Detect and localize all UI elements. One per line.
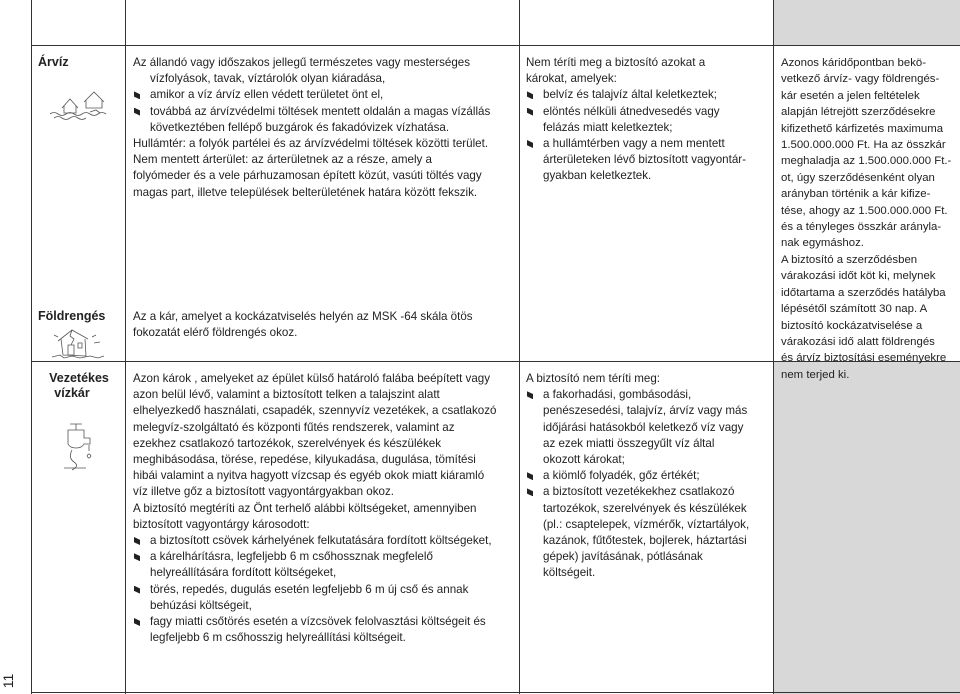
- text-line: kár esetén a jelen feltételek: [781, 89, 920, 102]
- text-line: ot, úgy szerződésenként olyan: [781, 171, 935, 184]
- text-line: elhelyezkedő használati, csapadék, szennyvíz vezetékek, a csatlakozó: [133, 404, 497, 418]
- text-line: hibái valamint a nyitva hagyott vízcsap és egyéb okok miatt kiáramló: [133, 469, 485, 483]
- text-line: (pl.: csaptelepek, vízmérők, víztartályok,: [543, 517, 750, 531]
- text-line: víz illetve gőz a biztosított vagyontárgyakban okoz.: [133, 485, 395, 499]
- text-line: következtében fellépő buzgárok és fakadóvizek vízhatása.: [150, 120, 450, 134]
- peril-title-flood: Árvíz: [38, 55, 69, 69]
- text-line: melegvíz-szolgáltató és központi fűtés rendszerek, valamint az: [133, 420, 455, 434]
- list-item: a fakorhadási, gombásodási,: [526, 387, 749, 403]
- text-line: várakozási időt köt ki, melynek: [781, 270, 936, 283]
- earthquake-house-icon: [50, 325, 106, 359]
- page-number: 11: [0, 673, 16, 689]
- text-line: károkat, amelyek:: [526, 72, 617, 86]
- text-line: folyómeder és a vele párhuzamosan épített közút, vasúti töltés vagy: [133, 169, 482, 183]
- grid-line-col4: [773, 0, 774, 694]
- list-item: a hullámtérben vagy a nem mentett: [526, 136, 746, 152]
- text-line: azon belül lévő, valamint a biztosított telken a talajszint alatt: [133, 388, 440, 402]
- grid-line-left: [31, 0, 32, 694]
- text-line: Az a kár, amelyet a kockázatviselés helyén az MSK -64 skála ötös: [133, 310, 473, 323]
- text-line: Nem mentett árterület: az árterületnek az a része, amely a: [133, 153, 432, 167]
- text-line: 1.500.000.000 Ft. Ha az összkár: [781, 139, 946, 152]
- text-line: tartozékok, szerelvények és készülékek: [543, 501, 747, 515]
- text-line: nem terjed ki.: [781, 368, 850, 381]
- list-item: a biztosított csövek kárhelyének felkutatására fordított költségeket,: [133, 533, 496, 549]
- text-line: penészesedési, talajvíz, árvíz vagy más: [543, 404, 748, 418]
- shaded-column-bottom: [774, 362, 960, 694]
- list-item: törés, repedés, dugulás esetén legfeljebb 6 m új cső és annak: [133, 582, 496, 598]
- text-line: az ezek miatti összegyűlt víz által: [543, 436, 715, 450]
- grid-line-bottom: [31, 692, 960, 693]
- text-line: kifizethető kárfizetés maximuma: [781, 122, 944, 135]
- text-line: A biztosító megtéríti az Önt terhelő alábbi költségeket, amennyiben: [133, 501, 477, 515]
- text-line: várakozási idő alatt földrengés: [781, 335, 935, 348]
- text-line: vetkező árvíz- vagy földrengés-: [781, 73, 940, 86]
- text-line: biztosító kockázatviselése a: [781, 319, 923, 332]
- water-pipe-exclusions-text: [526, 371, 749, 582]
- text-line: Hullámtér: a folyók partélei és az árvízvédelmi töltések közötti terület.: [133, 137, 489, 151]
- text-line: magas part, illetve települések belterületének határa között fekszik.: [133, 185, 478, 199]
- text-line: gyakban keletkeztek.: [543, 169, 652, 183]
- earthquake-coverage-text: [133, 309, 473, 341]
- list-item: a kiömlő folyadék, gőz értékét;: [526, 468, 749, 484]
- text-line: meghibásodása, törése, repedése, kilyukadása, dugulása, tömítési: [133, 453, 476, 467]
- text-line: ezekhez csatlakozó tartozékok, szerelvények és készülékek: [133, 436, 442, 450]
- text-line: alapján létrejött szerződésekre: [781, 106, 936, 119]
- text-line: biztosított vagyontárgy károsodott:: [133, 517, 310, 531]
- grid-line-col2: [125, 0, 126, 694]
- flood-coverage-text: [133, 55, 490, 201]
- text-line: lépésétől számított 30 nap. A: [781, 303, 928, 316]
- text-line: helyreállítására fordított költségeket,: [150, 566, 337, 580]
- peril-title-line: Vezetékes: [49, 371, 109, 385]
- grid-line-header: [31, 45, 960, 46]
- list-item: a kárelhárításra, legfeljebb 6 m csőhossznak megfelelő: [133, 549, 496, 565]
- text-line: tése, ahogy az 1.500.000.000 Ft.: [781, 204, 948, 217]
- list-item: továbbá az árvízvédelmi töltések mentett oldalán a magas vízállás: [133, 104, 490, 120]
- text-line: időjárási hatásokból keletkező víz vagy: [543, 420, 744, 434]
- text-line: Azon károk , amelyeket az épület külső határoló falába beépített vagy: [133, 372, 491, 385]
- text-line: behúzási költségeit,: [150, 598, 252, 612]
- shaded-column-top: [774, 0, 960, 45]
- text-line: legfeljebb 6 m csőhosszig helyreállítási költségeit.: [150, 631, 406, 645]
- text-line: meghaladja az 1.500.000.000 Ft.-: [781, 155, 952, 168]
- list-item: a biztosított vezetékekhez csatlakozó: [526, 484, 749, 500]
- peril-title-earthquake: Földrengés: [38, 309, 106, 323]
- text-line: Az állandó vagy időszakos jellegű természetes vagy mesterséges: [133, 56, 471, 69]
- text-line: gépek) javításának, pótlásának: [543, 550, 703, 564]
- flood-exclusions-text: [526, 55, 746, 185]
- text-line: arányban történik a kár kifize-: [781, 188, 931, 201]
- peril-title-line: vízkár: [54, 386, 90, 400]
- list-item: amikor a víz árvíz ellen védett területet önt el,: [133, 87, 490, 103]
- limits-text: [781, 55, 951, 383]
- text-line: fokozatát elérő földrengés okoz.: [133, 326, 298, 340]
- text-line: kazánok, fűtőtestek, bojlerek, háztartási: [543, 534, 747, 548]
- text-line: A biztosító a szerződésben: [781, 253, 918, 266]
- list-item: fagy miatti csőtörés esetén a vízcsövek felolvasztási költségeit és: [133, 614, 496, 630]
- water-tap-icon: [58, 418, 98, 474]
- text-line: és árvíz biztosítási eseményekre: [781, 352, 947, 365]
- text-line: költségeit.: [543, 566, 596, 580]
- text-line: Nem téríti meg a biztosító azokat a: [526, 56, 706, 69]
- text-line: A biztosító nem téríti meg:: [526, 372, 661, 385]
- text-line: árterületeken lévő biztosított vagyontár-: [543, 153, 746, 167]
- peril-title-water-pipe: [37, 371, 121, 401]
- flood-house-icon: [48, 86, 110, 120]
- list-item: belvíz és talajvíz által keletkeztek;: [526, 87, 746, 103]
- grid-line-col3: [519, 0, 520, 694]
- text-line: és a tényleges összkár aránylа-: [781, 221, 942, 234]
- text-line: Azonos káridőpontban bekö-: [781, 57, 927, 69]
- text-line: időtartama a szerződés hatályba: [781, 286, 946, 299]
- water-pipe-coverage-text: [133, 371, 496, 646]
- text-line: felázás miatt keletkeztek;: [543, 120, 673, 134]
- text-line: okozott károkat;: [543, 453, 625, 467]
- text-line: vízfolyások, tavak, víztárolók olyan kiáradása,: [150, 72, 386, 86]
- text-line: nak egymáshoz.: [781, 237, 864, 250]
- list-item: elöntés nélküli átnedvesedés vagy: [526, 104, 746, 120]
